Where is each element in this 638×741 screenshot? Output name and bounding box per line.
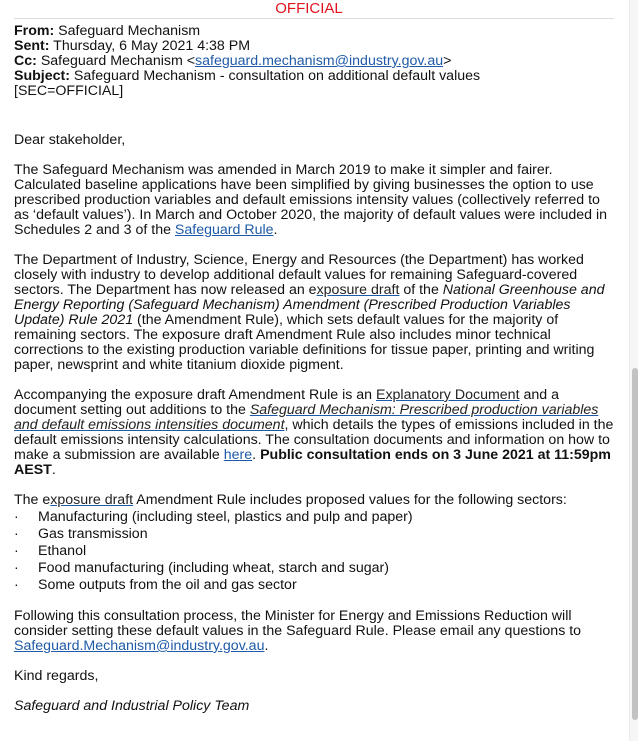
closing: Kind regards,: [14, 668, 99, 684]
sector-label: Gas transmission: [38, 526, 148, 542]
paragraph-sectors-text-1: The e: [14, 492, 51, 508]
paragraph-intro-text: The Safeguard Mechanism was amended in March 2019 to make it simpler and fairer. Calculated baseline applications have been simplified by giving businesses the option to use prescribed production variables and default emissions intensity values (collectively referred to as ‘default values’). In March and October 2020, the majority of default values were included in Schedules 2 and 3 of the: [14, 162, 608, 238]
paragraph-accompanying-text-4: .: [252, 447, 261, 463]
bullet-icon: ·: [14, 577, 19, 593]
vertical-scrollbar-thumb[interactable]: [632, 368, 638, 720]
sector-label: Food manufacturing (including wheat, starch and sugar): [38, 560, 389, 576]
bullet-icon: ·: [14, 509, 19, 525]
classification-banner: OFFICIAL: [275, 0, 343, 17]
paragraph-department: [14, 253, 614, 373]
sector-label: Some outputs from the oil and gas sector: [38, 577, 297, 593]
here-link[interactable]: here: [223, 447, 253, 463]
email-body: [14, 133, 614, 729]
bullet-icon: ·: [14, 560, 19, 576]
signature: Safeguard and Industrial Policy Team: [14, 698, 250, 714]
paragraph-department-text-1: The Department of Industry, Science, Energy and Resources (the Department) has worked closely with industry to develop additional default values for remaining Safeguard-covered sectors. The Department has now released an e: [14, 252, 584, 298]
cc-label: Cc:: [14, 53, 37, 69]
paragraph-department-text-3: (the Amendment Rule), which sets default values for the majority of remaining sectors. The exposure draft Amendment Rule also includes minor technical corrections to the existing production variable definitions for tissue paper, printing and writing paper, newsprint and white titanium dioxide pigment.: [14, 312, 595, 373]
bullet-icon: ·: [14, 526, 19, 542]
cc-email-wrapper: <safeguard.mechanism@industry.gov.au>: [186, 53, 452, 69]
paragraph-accompanying-text-2: and a document setting out additions to the: [14, 387, 559, 418]
sectors-list: [14, 509, 614, 594]
paragraph-accompanying: [14, 388, 614, 478]
sent-value: Thursday, 6 May 2021 4:38 PM: [53, 38, 251, 54]
paragraph-sectors-text-2: Amendment Rule includes proposed values for the following sectors:: [133, 492, 567, 508]
header-divider: [14, 18, 614, 19]
paragraph-accompanying-text-1: Accompanying the exposure draft Amendment Rule is an: [14, 387, 376, 403]
subject-label: Subject:: [14, 68, 70, 84]
amendment-rule-title: National Greenhouse and Energy Reporting (Safeguard Mechanism) Amendment (Prescribed Production Variables Update) Rule 2021: [14, 282, 605, 328]
paragraph-following-end: .: [264, 638, 269, 654]
safeguard-rule-link[interactable]: Safeguard Rule: [174, 222, 274, 238]
cc-email-link[interactable]: safeguard.mechanism@industry.gov.au: [195, 53, 444, 69]
paragraph-intro: [14, 163, 614, 238]
sent-line: [14, 39, 614, 54]
list-item: [14, 509, 614, 526]
subject-value: Safeguard Mechanism - consultation on additional default values: [73, 68, 481, 84]
list-item: [14, 560, 614, 577]
list-item: [14, 577, 614, 594]
contact-email-link[interactable]: Safeguard.Mechanism@industry.gov.au: [14, 638, 265, 654]
explanatory-document-link[interactable]: Explanatory Document: [375, 387, 520, 403]
from-line: [14, 24, 614, 39]
paragraph-accompanying-end: .: [51, 462, 56, 478]
subject-tag: [SEC=OFFICIAL]: [14, 83, 124, 99]
from-value: Safeguard Mechanism: [58, 23, 201, 39]
exposure-draft-link[interactable]: xposure draft: [316, 282, 400, 298]
bullet-icon: ·: [14, 543, 19, 559]
subject-line: [14, 69, 614, 84]
paragraph-department-text-2: of the: [399, 282, 443, 298]
cc-name: Safeguard Mechanism: [40, 53, 183, 69]
sector-label: Ethanol: [38, 543, 87, 559]
paragraph-sectors-intro: [14, 493, 614, 508]
consultation-deadline: Public consultation ends on 3 June 2021 at 11:59pm AEST: [14, 447, 611, 478]
list-item: [14, 526, 614, 543]
sector-label: Manufacturing (including steel, plastics and pulp and paper): [38, 509, 413, 525]
paragraph-following: [14, 609, 614, 654]
list-item: [14, 543, 614, 560]
from-label: From:: [14, 23, 55, 39]
paragraph-accompanying-text-3: , which details the types of emissions included in the default emissions intensity calculations. The consultation documents and information on how to make a submission are available: [14, 417, 614, 463]
paragraph-following-text: Following this consultation process, the Minister for Energy and Emissions Reduction will consider setting these default values in the Safeguard Rule. Please email any questions to: [14, 608, 582, 639]
greeting: Dear stakeholder,: [14, 132, 126, 148]
email-headers: [14, 24, 614, 99]
exposure-draft-link-2[interactable]: xposure draft: [50, 492, 134, 508]
prescribed-production-variables-link[interactable]: Safeguard Mechanism: Prescribed production variables and default emissions intensities document: [14, 402, 599, 433]
cc-line: [14, 54, 614, 69]
sent-label: Sent:: [14, 38, 50, 54]
paragraph-intro-end: .: [273, 222, 278, 238]
